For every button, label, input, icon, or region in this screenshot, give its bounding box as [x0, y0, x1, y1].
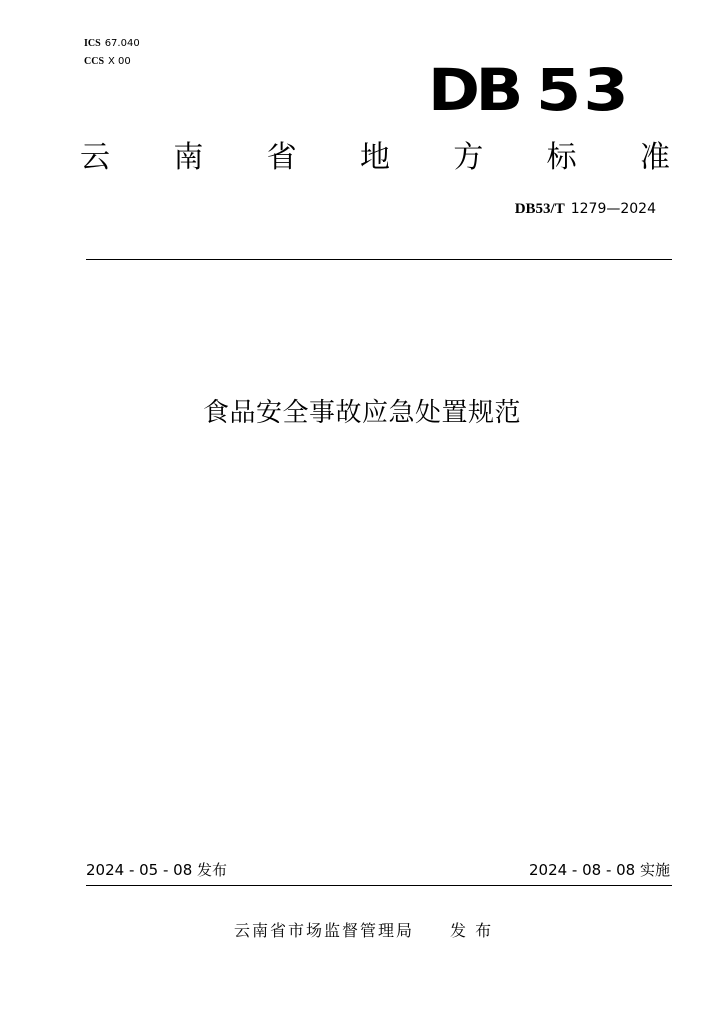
release-date: 2024 - 05 - 08 发布: [86, 861, 228, 879]
ics-value: 67.040: [104, 38, 140, 49]
issuing-organization: 云南省市场监督管理局: [234, 921, 415, 940]
standard-type-char: 地: [359, 140, 390, 175]
standard-type-char: 准: [639, 140, 670, 175]
footer-divider: [86, 885, 672, 886]
ccs-classification: [84, 56, 131, 68]
standard-type-char: 南: [173, 140, 204, 175]
standard-type-char: 方: [453, 140, 484, 175]
standard-serial: 1279—2024: [570, 201, 656, 217]
header-divider: [86, 259, 672, 260]
standard-number: [515, 200, 656, 218]
logo-number: 53: [536, 56, 632, 124]
ics-classification: [84, 38, 140, 50]
ccs-value: X 00: [108, 56, 131, 67]
document-title: 食品安全事故应急处置规范: [202, 398, 521, 428]
logo-letters: DB: [428, 56, 520, 124]
standard-type-char: 云: [80, 140, 110, 175]
issue-action: 发 布: [450, 921, 494, 940]
standard-type-heading: [80, 140, 670, 176]
standard-type-char: 标: [546, 140, 577, 175]
ics-label: ICS: [84, 38, 101, 49]
issuer-line: [234, 920, 493, 942]
standard-type-char: 省: [266, 140, 297, 175]
ccs-label: CCS: [84, 56, 105, 67]
db53-logo: [428, 56, 632, 124]
standard-code: DB53/T: [514, 201, 565, 217]
implementation-date: 2024 - 08 - 08 实施: [528, 861, 670, 879]
